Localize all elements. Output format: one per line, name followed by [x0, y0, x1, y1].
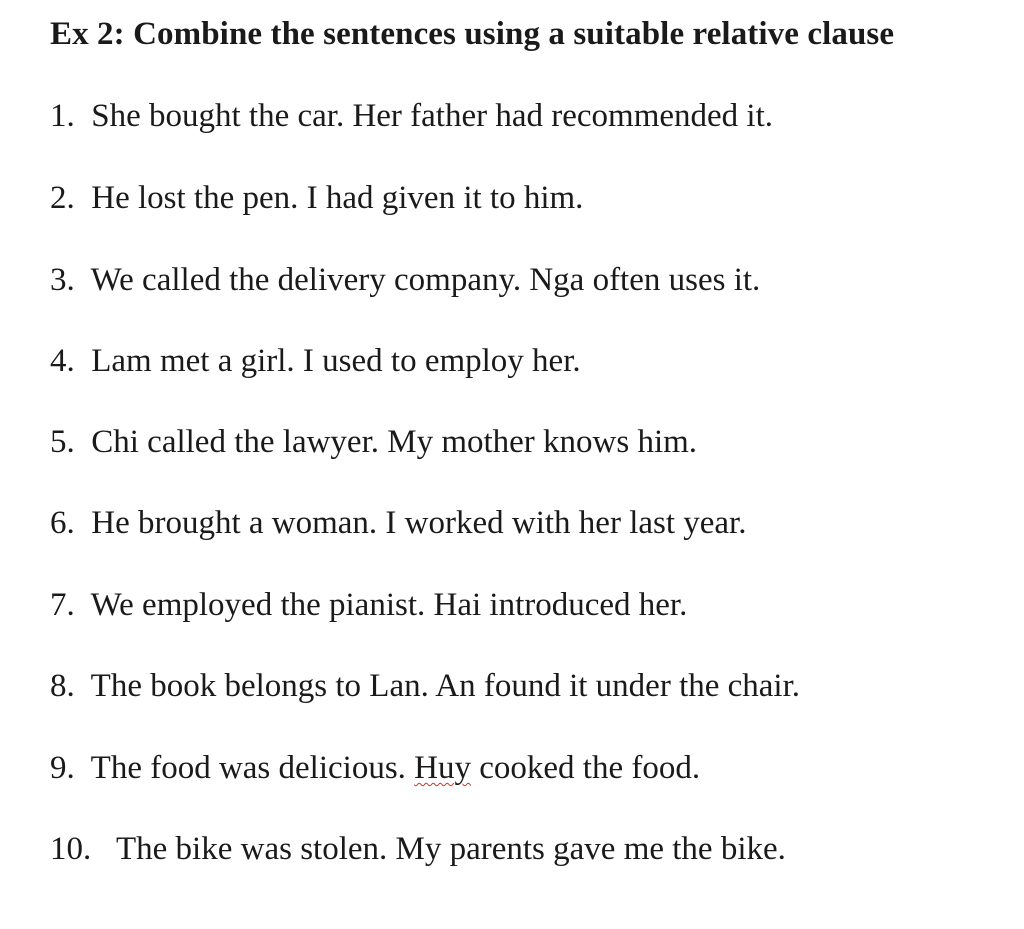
sentence-item-2 [50, 180, 583, 217]
sentence-item-1 [50, 98, 773, 135]
item-text: The bike was stolen. My parents gave me the bike. [116, 831, 786, 867]
item-number: 6. [50, 505, 83, 541]
item-text: He lost the pen. I had given it to him. [91, 180, 584, 216]
item-text: We called the delivery company. Nga often uses it. [90, 262, 761, 298]
sentence-item-10 [50, 831, 786, 868]
item-number: 3. [50, 262, 83, 298]
item-text: Lam met a girl. I used to employ her. [91, 343, 581, 379]
spellcheck-flagged-word: Huy [414, 750, 472, 786]
sentence-item-3 [50, 262, 760, 299]
item-text: She bought the car. Her father had recommended it. [91, 98, 774, 134]
item-number: 4. [50, 343, 83, 379]
sentence-item-4 [50, 343, 581, 380]
item-number: 5. [50, 424, 83, 460]
item-text-end: cooked the food. [471, 750, 701, 786]
item-text-start: The food was delicious. [90, 750, 415, 786]
exercise-title: Ex 2: Combine the sentences using a suitable relative clause [50, 16, 895, 52]
item-text: The book belongs to Lan. An found it under the chair. [90, 668, 801, 704]
item-number: 9. [50, 750, 83, 786]
item-text: We employed the pianist. Hai introduced her. [90, 587, 688, 623]
item-text: He brought a woman. I worked with her last year. [91, 505, 747, 541]
sentence-item-6 [50, 505, 746, 542]
sentence-item-7 [50, 587, 687, 624]
item-number: 10. [50, 831, 92, 867]
item-number: 7. [50, 587, 83, 623]
item-number: 2. [50, 180, 83, 216]
item-number: 8. [50, 668, 83, 704]
item-number: 1. [50, 98, 83, 134]
sentence-item-8 [50, 668, 800, 705]
sentence-item-9 [50, 750, 700, 787]
sentence-item-5 [50, 424, 697, 461]
item-text: Chi called the lawyer. My mother knows him. [91, 424, 698, 460]
